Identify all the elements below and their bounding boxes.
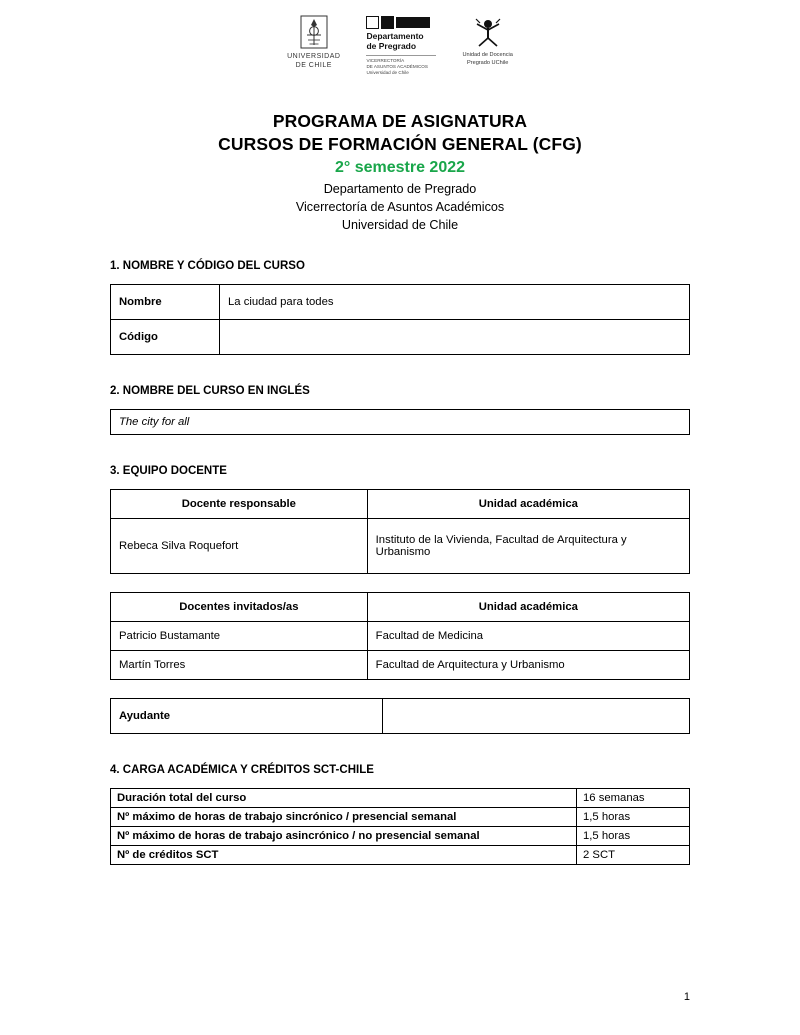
departamento-bars-icon	[366, 16, 430, 29]
title-sub-3: Universidad de Chile	[341, 217, 459, 232]
carga-value-4: 2 SCT	[577, 845, 690, 864]
carga-value-1: 16 semanas	[577, 788, 690, 807]
ayudante-table	[110, 698, 690, 734]
carga-value-2: 1,5 horas	[577, 807, 690, 826]
docente-responsable-name: Rebeca Silva Roquefort	[111, 518, 368, 573]
carga-label-4: Nº de créditos SCT	[111, 845, 577, 864]
course-code-label: Código	[111, 319, 220, 354]
title-line-1: PROGRAMA DE ASIGNATURA	[272, 111, 528, 131]
title-line-2: CURSOS DE FORMACIÓN GENERAL (CFG)	[218, 134, 582, 155]
departamento-sub2: DE ASUNTOS ACADÉMICOS	[366, 63, 428, 69]
unidad-de-docencia-logo	[462, 14, 512, 67]
course-english-name-table	[110, 409, 690, 435]
docencia-emblem-icon	[471, 14, 505, 48]
docentes-invitados-table	[110, 592, 690, 680]
uch-logo-line1: UNIVERSIDAD	[287, 53, 341, 60]
course-code-value[interactable]	[220, 319, 690, 354]
docente-responsable-unit: Instituto de la Vivienda, Facultad de Arquitectura y Urbanismo	[367, 518, 689, 573]
carga-academica-table	[110, 788, 690, 865]
docencia-line1: Unidad de Docencia	[462, 52, 513, 58]
docente-invitado-name-2: Martín Torres	[111, 650, 368, 679]
section-2-heading: 2. NOMBRE DEL CURSO EN INGLÉS	[110, 384, 310, 397]
table-row	[111, 845, 690, 864]
carga-label-2: Nº máximo de horas de trabajo sincrónico / presencial semanal	[111, 807, 577, 826]
section-4-heading: 4. CARGA ACADÉMICA Y CRÉDITOS SCT-CHILE	[110, 763, 374, 776]
departamento-sub3: Universidad de Chile	[366, 70, 409, 76]
uch-logo-text	[287, 53, 340, 71]
table-header-row	[111, 592, 690, 621]
departamento-subtext	[366, 55, 436, 77]
table-row	[111, 826, 690, 845]
docencia-line2: Pregrado UChile	[466, 59, 509, 66]
title-sub-2: Vicerrectoría de Asuntos Académicos	[295, 199, 505, 214]
course-name-value[interactable]: La ciudad para todes	[220, 284, 690, 319]
departamento-de-pregrado-logo	[366, 14, 436, 77]
course-english-name-value[interactable]: The city for all	[111, 409, 690, 434]
unidad-academica-header-2: Unidad académica	[367, 592, 689, 621]
carga-label-1: Duración total del curso	[111, 788, 577, 807]
course-name-code-table	[110, 284, 690, 355]
docente-responsable-header: Docente responsable	[111, 489, 368, 518]
section-1-heading: 1. NOMBRE Y CÓDIGO DEL CURSO	[110, 259, 305, 272]
docente-invitado-unit-1: Facultad de Medicina	[367, 621, 689, 650]
table-row	[111, 409, 690, 434]
ayudante-label: Ayudante	[111, 698, 383, 733]
table-header-row	[111, 489, 690, 518]
carga-value-3: 1,5 horas	[577, 826, 690, 845]
departamento-line2: de Pregrado	[366, 40, 417, 51]
departamento-title	[366, 32, 423, 52]
table-row	[111, 284, 690, 319]
document-title-block	[110, 110, 690, 234]
carga-label-3: Nº máximo de horas de trabajo asincrónico / no presencial semanal	[111, 826, 577, 845]
docente-invitado-unit-2: Facultad de Arquitectura y Urbanismo	[367, 650, 689, 679]
uch-emblem-icon	[299, 14, 329, 50]
docente-responsable-table	[110, 489, 690, 574]
departamento-sub1: VICERRECTORÍA	[366, 57, 405, 63]
table-row	[111, 650, 690, 679]
table-row	[111, 518, 690, 573]
table-row	[111, 319, 690, 354]
table-row	[111, 807, 690, 826]
title-semester: 2° semestre 2022	[334, 159, 466, 177]
uch-logo-line2: DE CHILE	[295, 61, 332, 69]
title-sub-1: Departamento de Pregrado	[323, 181, 477, 196]
docentes-invitados-header: Docentes invitados/as	[111, 592, 368, 621]
table-row	[111, 698, 690, 733]
table-row	[111, 788, 690, 807]
table-row	[111, 621, 690, 650]
section-3-heading: 3. EQUIPO DOCENTE	[110, 464, 227, 477]
docencia-logo-text	[462, 52, 512, 67]
docente-invitado-name-1: Patricio Bustamante	[111, 621, 368, 650]
page-number: 1	[683, 991, 690, 1003]
ayudante-value[interactable]	[382, 698, 689, 733]
course-name-label: Nombre	[111, 284, 220, 319]
universidad-de-chile-logo	[287, 14, 340, 71]
unidad-academica-header: Unidad académica	[367, 489, 689, 518]
header-logos	[110, 14, 690, 92]
departamento-line1: Departamento	[366, 31, 424, 41]
